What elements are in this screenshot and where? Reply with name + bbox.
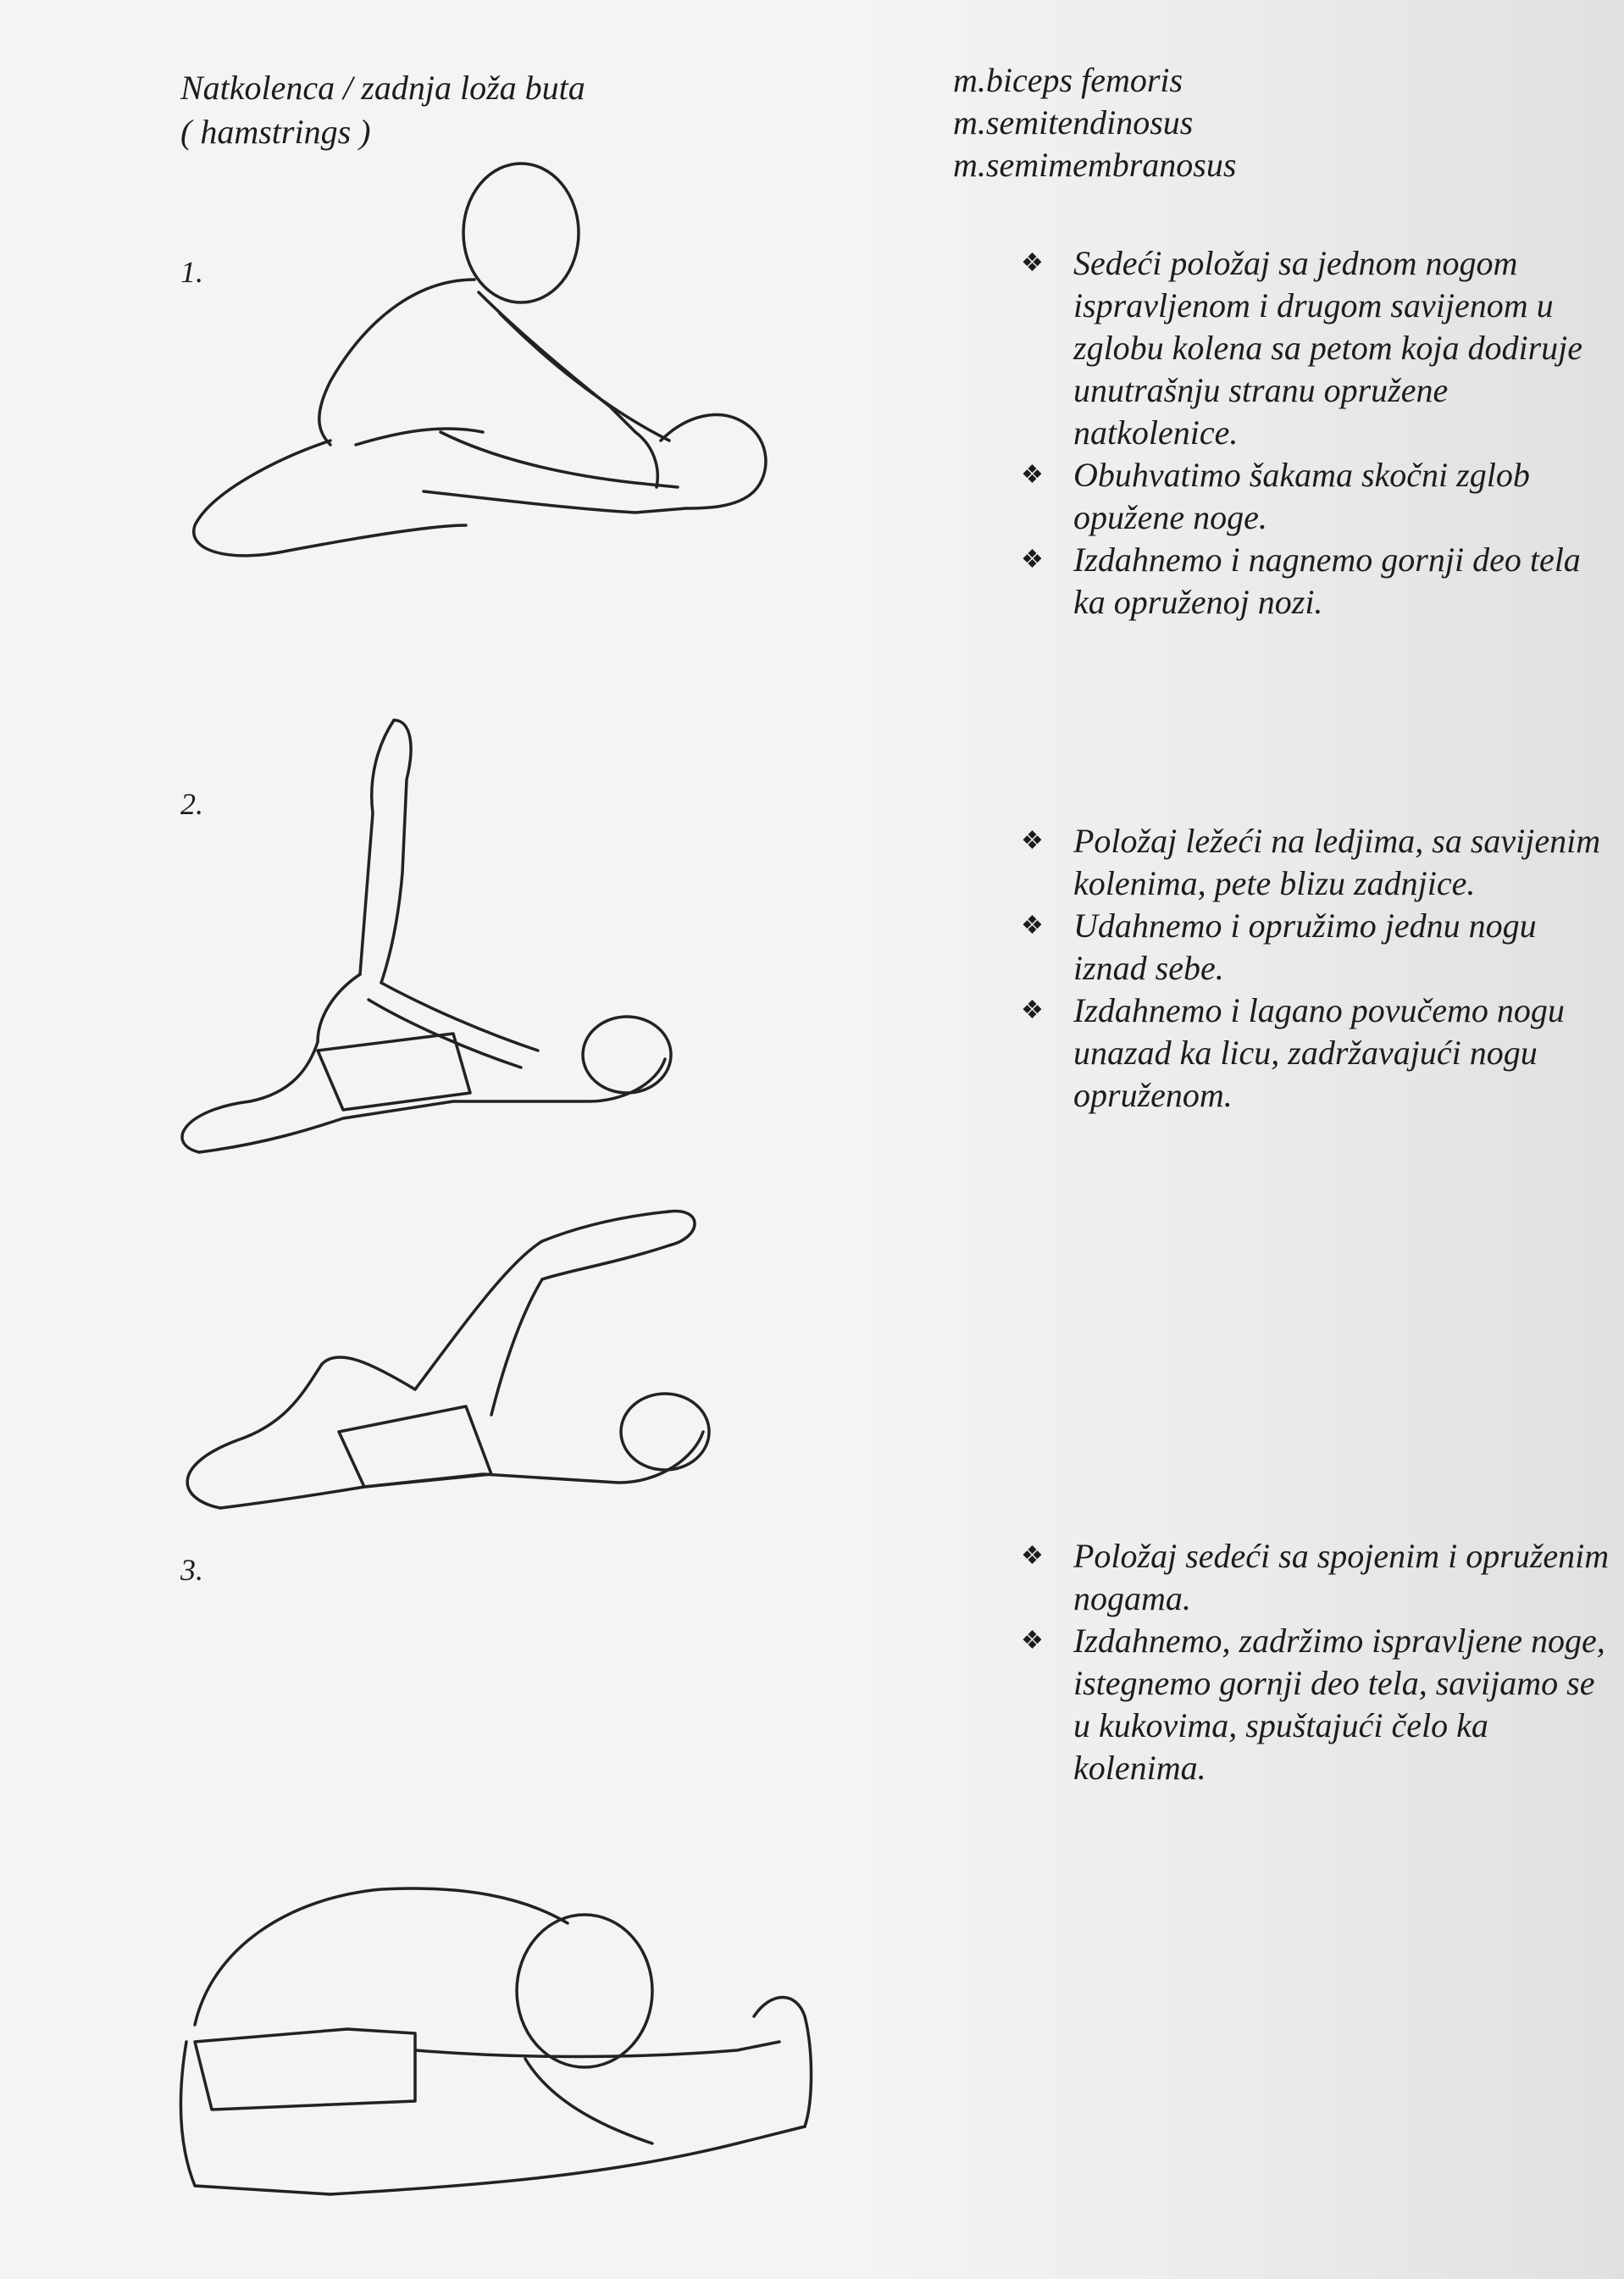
exercise-2-steps: [1021, 820, 1605, 1117]
muscle-list: [953, 59, 1236, 186]
figure-arm: [525, 2059, 652, 2143]
figure-raised-leg: [381, 720, 411, 983]
figure-legs: [415, 2042, 779, 2057]
figure-straight-leg: [424, 491, 686, 513]
list-item: ❖ Izdahnemo i nagnemo gornji deo tela ka opruženoj nozi.: [1021, 541, 1581, 621]
figure-back: [195, 1888, 568, 2025]
figure-bent-leg: [182, 974, 360, 1152]
figure-head: [517, 1915, 652, 2067]
list-item: ❖ Položaj ležeći na ledjima, sa savijenim kolenima, pete blizu zadnjice.: [1021, 822, 1601, 902]
figure-raised-leg: [542, 1212, 669, 1241]
figure-arm: [491, 1279, 542, 1415]
figure-shorts: [318, 1034, 470, 1110]
diamond-bullet-icon: ❖: [1021, 249, 1044, 277]
figure-hip: [180, 2042, 330, 2194]
list-item: ❖ Obuhvatimo šakama skočni zglob opužene noge.: [1021, 456, 1530, 536]
diamond-bullet-icon: ❖: [1021, 461, 1044, 489]
illustration-lying-leg-raise: [148, 703, 741, 1178]
diamond-bullet-icon: ❖: [1021, 1627, 1044, 1655]
illustration-lying-leg-pull: [144, 1195, 737, 1550]
list-item: ❖ Udahnemo i opružimo jednu nogu iznad sebe.: [1021, 907, 1537, 987]
figure-head: [463, 164, 579, 302]
exercise-3-steps: [1021, 1535, 1614, 1789]
diamond-bullet-icon: ❖: [1021, 912, 1044, 940]
figure-raised-leg: [360, 720, 394, 974]
diamond-bullet-icon: ❖: [1021, 827, 1044, 855]
figure-bent-leg: [194, 441, 466, 556]
list-item: ❖ Položaj sedeći sa spojenim i opruženim nogama.: [1021, 1537, 1610, 1617]
figure-back: [319, 280, 474, 445]
exercise-number-2: 2.: [180, 787, 203, 821]
figure-body-ground: [199, 1059, 665, 1152]
diamond-bullet-icon: ❖: [1021, 996, 1044, 1024]
list-item: ❖ Izdahnemo, zadržimo ispravljene noge, istegnemo gornji deo tela, savijamo se u kukovima, spuštajući čelo ka kolenima.: [1021, 1622, 1605, 1787]
exercise-number-3: 3.: [180, 1553, 203, 1587]
exercise-1-steps: [1021, 242, 1614, 624]
muscle-name: m.semimembranosus: [953, 146, 1237, 184]
diamond-bullet-icon: ❖: [1021, 546, 1044, 574]
figure-body-ground: [220, 1432, 703, 1508]
exercise-number-1: 1.: [180, 255, 203, 289]
figure-straight-leg: [441, 432, 678, 487]
list-item: ❖ Sedeći položaj sa jednom nogom ispravljenom i drugom savijenom u zglobu kolena sa petom koja dodiruje unutrašnju stranu opružene natkolenice.: [1021, 244, 1583, 452]
diamond-bullet-icon: ❖: [1021, 1542, 1044, 1570]
figure-head: [583, 1017, 671, 1093]
figure-arm: [500, 313, 669, 441]
muscle-name: m.biceps femoris: [953, 61, 1183, 99]
muscle-name: m.semitendinosus: [953, 103, 1194, 141]
figure-legs: [330, 2127, 805, 2194]
illustration-seated-forward-fold: [161, 1822, 839, 2211]
figure-shorts: [195, 2029, 415, 2110]
figure-foot: [661, 415, 766, 508]
section-title: Natkolenca / zadnja loža buta ( hamstrings ): [180, 69, 585, 151]
figure-arm: [479, 292, 635, 432]
figure-hand: [635, 432, 657, 487]
figure-head: [621, 1394, 709, 1470]
figure-foot: [754, 1998, 812, 2127]
illustration-seated-single-leg-stretch: [161, 152, 822, 576]
figure-raised-leg: [542, 1212, 695, 1279]
list-item: ❖ Izdahnemo i lagano povučemo nogu unazad ka licu, zadržavajući nogu opruženom.: [1021, 991, 1565, 1114]
